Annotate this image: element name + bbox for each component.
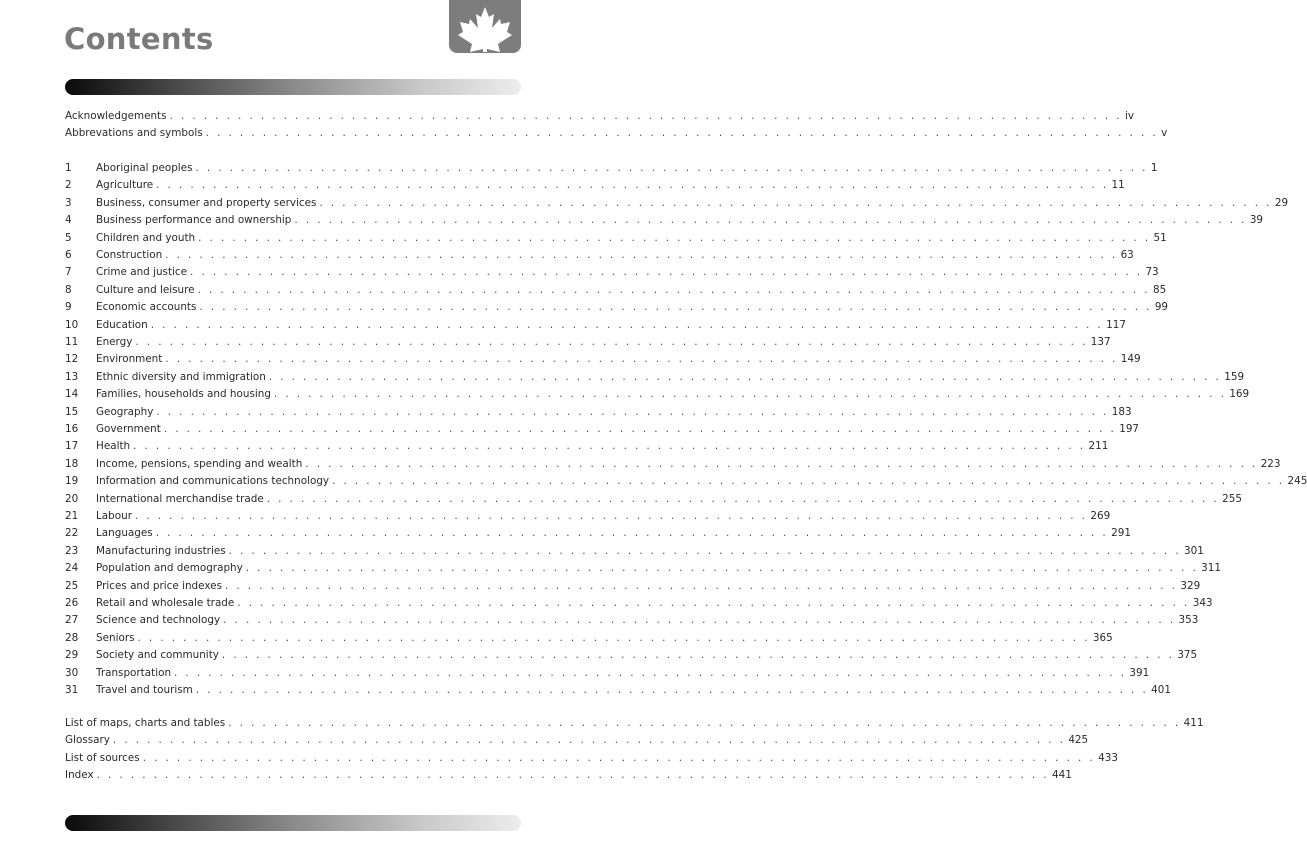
dot-leader: . . . . . . . . . . . . . . . . . . . . . . . . . . . . . . . . . . . . . . . . . . . . . . . . . . . . . . . . . . . . . . . . . . . . . . . . . . . . . . . . . . . .	[135, 336, 1088, 348]
dot-leader: . . . . . . . . . . . . . . . . . . . . . . . . . . . . . . . . . . . . . . . . . . . . . . . . . . . . . . . . . . . . . . . . . . . . . . . . . . . . . . . . . . . .	[156, 405, 1109, 418]
chapter-title: Culture and leisure	[96, 283, 195, 296]
chapter-number: 2	[65, 179, 72, 192]
toc-chapter-row[interactable]	[65, 543, 1204, 560]
chapter-page: 63	[1120, 249, 1134, 261]
toc-chapter-row[interactable]	[65, 595, 1213, 612]
dot-leader: . . . . . . . . . . . . . . . . . . . . . . . . . . . . . . . . . . . . . . . . . . . . . . . . . . . . . . . . . . . . . . . . . . . . . . . . . . . . . . . . . . . .	[332, 475, 1285, 488]
toc-chapter-row[interactable]	[65, 438, 1109, 455]
dot-leader: . . . . . . . . . . . . . . . . . . . . . . . . . . . . . . . . . . . . . . . . . . . . . . . . . . . . . . . . . . . . . . . . . . . . . . . . . . . . . . . . . . . .	[228, 717, 1181, 729]
chapter-title: Science and technology	[96, 614, 221, 627]
chapter-number: 7	[65, 266, 72, 279]
dot-leader: . . . . . . . . . . . . . . . . . . . . . . . . . . . . . . . . . . . . . . . . . . . . . . . . . . . . . . . . . . . . . . . . . . . . . . . . . . . . . . . . . . . .	[273, 388, 1227, 401]
toc-chapter-row[interactable]	[65, 160, 1158, 177]
chapter-page: 11	[1111, 179, 1125, 192]
chapter-page: 391	[1129, 666, 1150, 679]
dot-leader: . . . . . . . . . . . . . . . . . . . . . . . . . . . . . . . . . . . . . . . . . . . . . . . . . . . . . . . . . . . . . . . . . . . . . . . . . . . . . . . . . . . .	[198, 231, 1151, 244]
chapter-title: Environment	[96, 353, 163, 366]
chapter-page: 99	[1154, 301, 1169, 314]
dot-leader: . . . . . . . . . . . . . . . . . . . . . . . . . . . . . . . . . . . . . . . . . . . . . . . . . . . . . . . . . . . . . . . . . . . . . . . . . . . . . . . . . . . .	[112, 734, 1066, 747]
chapter-number: 5	[65, 231, 72, 244]
dot-leader: . . . . . . . . . . . . . . . . . . . . . . . . . . . . . . . . . . . . . . . . . . . . . . . . . . . . . . . . . . . . . . . . . . . . . . . . . . . . . . . . . . . .	[245, 562, 1199, 575]
chapter-title: Crime and justice	[96, 266, 188, 279]
dot-leader: . . . . . . . . . . . . . . . . . . . . . . . . . . . . . . . . . . . . . . . . . . . . . . . . . . . . . . . . . . . . . . . . . . . . . . . . . . . . . . . . . . . .	[294, 214, 1247, 227]
chapter-page: 353	[1178, 614, 1199, 627]
dot-leader: . . . . . . . . . . . . . . . . . . . . . . . . . . . . . . . . . . . . . . . . . . . . . . . . . . . . . . . . . . . . . . . . . . . . . . . . . . . . . . . . . . . .	[319, 196, 1272, 209]
chapter-title: Society and community	[96, 649, 219, 662]
dot-leader: . . . . . . . . . . . . . . . . . . . . . . . . . . . . . . . . . . . . . . . . . . . . . . . . . . . . . . . . . . . . . . . . . . . . . . . . . . . . . . . . . . . .	[266, 492, 1220, 505]
toc-chapter-row[interactable]	[65, 351, 1141, 368]
chapter-page: 343	[1192, 597, 1213, 609]
chapter-title: Government	[96, 423, 161, 435]
chapter-number: 14	[65, 388, 79, 401]
chapter-number: 13	[65, 370, 79, 383]
dot-leader: . . . . . . . . . . . . . . . . . . . . . . . . . . . . . . . . . . . . . . . . . . . . . . . . . . . . . . . . . . . . . . . . . . . . . . . . . . . . . . . . . . . .	[174, 666, 1127, 679]
header-tab	[449, 0, 521, 53]
toc-entry-label: List of maps, charts and tables	[65, 717, 226, 729]
toc-chapter-row[interactable]	[65, 421, 1140, 438]
toc-entry-page: 441	[1052, 768, 1072, 781]
dot-leader: . . . . . . . . . . . . . . . . . . . . . . . . . . . . . . . . . . . . . . . . . . . . . . . . . . . . . . . . . . . . . . . . . . . . . . . . . . . . . . . . . . . .	[156, 179, 1109, 192]
dot-leader: . . . . . . . . . . . . . . . . . . . . . . . . . . . . . . . . . . . . . . . . . . . . . . . . . . . . . . . . . . . . . . . . . . . . . . . . . . . . . . . . . . . .	[150, 318, 1104, 331]
chapter-page: 211	[1088, 440, 1109, 453]
chapter-title: Labour	[96, 510, 132, 522]
toc-entry-acknowledgements[interactable]	[65, 108, 1134, 125]
toc-chapter-row[interactable]	[65, 299, 1169, 316]
toc-entry-list-of-sources[interactable]	[65, 750, 1118, 767]
dot-leader: . . . . . . . . . . . . . . . . . . . . . . . . . . . . . . . . . . . . . . . . . . . . . . . . . . . . . . . . . . . . . . . . . . . . . . . . . . . . . . . . . . . .	[96, 768, 1049, 781]
chapter-number: 20	[65, 492, 79, 505]
dot-leader: . . . . . . . . . . . . . . . . . . . . . . . . . . . . . . . . . . . . . . . . . . . . . . . . . . . . . . . . . . . . . . . . . . . . . . . . . . . . . . . . . . . .	[134, 510, 1088, 522]
chapter-title: Manufacturing industries	[96, 544, 226, 557]
toc-entry-label: Glossary	[65, 734, 110, 747]
chapter-title: Population and demography	[96, 562, 243, 575]
toc-entry-label: Abbrevations and symbols	[65, 127, 203, 139]
chapter-page: 291	[1111, 527, 1131, 540]
chapter-page: 117	[1106, 318, 1126, 331]
chapter-page: 311	[1201, 562, 1222, 575]
toc-chapter-row[interactable]	[65, 473, 1307, 490]
dot-leader: . . . . . . . . . . . . . . . . . . . . . . . . . . . . . . . . . . . . . . . . . . . . . . . . . . . . . . . . . . . . . . . . . . . . . . . . . . . . . . . . . . . .	[197, 283, 1150, 296]
toc-chapter-row[interactable]	[65, 456, 1281, 473]
toc-chapter-row[interactable]	[65, 247, 1134, 264]
chapter-number: 31	[65, 684, 79, 696]
chapter-title: Construction	[96, 249, 163, 261]
dot-leader: . . . . . . . . . . . . . . . . . . . . . . . . . . . . . . . . . . . . . . . . . . . . . . . . . . . . . . . . . . . . . . . . . . . . . . . . . . . . . . . . . . . .	[237, 597, 1190, 609]
chapter-page: 159	[1224, 370, 1245, 383]
toc-chapter-row[interactable]	[65, 404, 1132, 421]
chapter-page: 365	[1092, 631, 1113, 644]
toc-chapter-row[interactable]	[65, 682, 1171, 699]
chapter-number: 21	[65, 510, 79, 522]
dot-leader: . . . . . . . . . . . . . . . . . . . . . . . . . . . . . . . . . . . . . . . . . . . . . . . . . . . . . . . . . . . . . . . . . . . . . . . . . . . . . . . . . . . .	[221, 649, 1175, 662]
toc-entry-index[interactable]	[65, 767, 1072, 784]
chapter-title: Retail and wholesale trade	[96, 597, 235, 609]
toc-chapter-row[interactable]	[65, 177, 1125, 194]
chapter-page: 375	[1177, 649, 1198, 662]
chapter-page: 329	[1180, 579, 1201, 592]
toc-chapter-row[interactable]	[65, 560, 1222, 577]
toc-entry-page: 433	[1098, 751, 1118, 764]
chapter-title: Health	[96, 440, 131, 453]
toc-entry-page: v	[1161, 127, 1168, 139]
chapter-page: 183	[1111, 405, 1132, 418]
dot-leader: . . . . . . . . . . . . . . . . . . . . . . . . . . . . . . . . . . . . . . . . . . . . . . . . . . . . . . . . . . . . . . . . . . . . . . . . . . . . . . . . . . . .	[268, 370, 1222, 383]
chapter-title: International merchandise trade	[96, 492, 264, 505]
chapter-title: Seniors	[96, 631, 135, 644]
dot-leader: . . . . . . . . . . . . . . . . . . . . . . . . . . . . . . . . . . . . . . . . . . . . . . . . . . . . . . . . . . . . . . . . . . . . . . . . . . . . . . . . . . . .	[195, 684, 1149, 696]
toc-entry-label: Index	[65, 768, 94, 781]
chapter-number: 1	[65, 162, 72, 174]
dot-leader: . . . . . . . . . . . . . . . . . . . . . . . . . . . . . . . . . . . . . . . . . . . . . . . . . . . . . . . . . . . . . . . . . . . . . . . . . . . . . . . . . . . .	[199, 301, 1152, 314]
chapter-number: 4	[65, 214, 72, 227]
chapter-title: Aboriginal peoples	[96, 162, 193, 174]
chapter-number: 26	[65, 597, 79, 609]
chapter-number: 9	[65, 301, 72, 314]
chapter-number: 3	[65, 196, 72, 209]
chapter-title: Education	[96, 318, 148, 331]
chapter-title: Ethnic diversity and immigration	[96, 370, 266, 383]
toc-entry-label: List of sources	[65, 751, 140, 764]
chapter-title: Families, households and housing	[96, 388, 271, 401]
toc-entry-list-of-maps[interactable]	[65, 715, 1204, 732]
chapter-number: 27	[65, 614, 79, 627]
toc-chapter-row[interactable]	[65, 195, 1289, 212]
chapter-title: Agriculture	[96, 179, 154, 192]
chapter-page: 137	[1090, 336, 1111, 348]
toc-chapter-row[interactable]	[65, 212, 1264, 229]
chapter-number: 28	[65, 631, 79, 644]
chapter-title: Geography	[96, 405, 154, 418]
chapter-number: 25	[65, 579, 79, 592]
toc-entry-label: Acknowledgements	[65, 110, 167, 122]
chapter-page: 401	[1151, 684, 1171, 696]
dot-leader: . . . . . . . . . . . . . . . . . . . . . . . . . . . . . . . . . . . . . . . . . . . . . . . . . . . . . . . . . . . . . . . . . . . . . . . . . . . . . . . . . . . .	[165, 353, 1118, 366]
dot-leader: . . . . . . . . . . . . . . . . . . . . . . . . . . . . . . . . . . . . . . . . . . . . . . . . . . . . . . . . . . . . . . . . . . . . . . . . . . . . . . . . . . . .	[155, 527, 1109, 540]
chapter-number: 15	[65, 405, 79, 418]
dot-leader: . . . . . . . . . . . . . . . . . . . . . . . . . . . . . . . . . . . . . . . . . . . . . . . . . . . . . . . . . . . . . . . . . . . . . . . . . . . . . . . . . . . .	[165, 249, 1118, 261]
chapter-page: 245	[1287, 475, 1307, 488]
chapter-page: 85	[1152, 283, 1167, 296]
dot-leader: . . . . . . . . . . . . . . . . . . . . . . . . . . . . . . . . . . . . . . . . . . . . . . . . . . . . . . . . . . . . . . . . . . . . . . . . . . . . . . . . . . . .	[305, 457, 1258, 470]
chapter-number: 17	[65, 440, 79, 453]
toc-chapter-row[interactable]	[65, 525, 1131, 542]
dot-leader: . . . . . . . . . . . . . . . . . . . . . . . . . . . . . . . . . . . . . . . . . . . . . . . . . . . . . . . . . . . . . . . . . . . . . . . . . . . . . . . . . . . .	[205, 127, 1159, 139]
chapter-number: 8	[65, 283, 72, 296]
toc-chapter-row[interactable]	[65, 612, 1199, 629]
bottom-gradient-bar	[65, 815, 521, 831]
toc-chapter-row[interactable]	[65, 369, 1245, 386]
dot-leader: . . . . . . . . . . . . . . . . . . . . . . . . . . . . . . . . . . . . . . . . . . . . . . . . . . . . . . . . . . . . . . . . . . . . . . . . . . . . . . . . . . . .	[195, 162, 1148, 174]
dot-leader: . . . . . . . . . . . . . . . . . . . . . . . . . . . . . . . . . . . . . . . . . . . . . . . . . . . . . . . . . . . . . . . . . . . . . . . . . . . . . . . . . . . .	[223, 614, 1176, 627]
chapter-title: Energy	[96, 336, 133, 348]
toc-entry-abbreviations[interactable]	[65, 125, 1168, 142]
toc-chapter-row[interactable]	[65, 630, 1113, 647]
toc-chapter-row[interactable]	[65, 317, 1126, 334]
chapter-title: Business performance and ownership	[96, 214, 292, 227]
chapter-page: 269	[1090, 510, 1111, 522]
dot-leader: . . . . . . . . . . . . . . . . . . . . . . . . . . . . . . . . . . . . . . . . . . . . . . . . . . . . . . . . . . . . . . . . . . . . . . . . . . . . . . . . . . . .	[133, 440, 1086, 453]
chapter-number: 23	[65, 544, 79, 557]
dot-leader: . . . . . . . . . . . . . . . . . . . . . . . . . . . . . . . . . . . . . . . . . . . . . . . . . . . . . . . . . . . . . . . . . . . . . . . . . . . . . . . . . . . .	[142, 751, 1096, 764]
chapter-page: 149	[1120, 353, 1141, 366]
toc-chapter-row[interactable]	[65, 578, 1201, 595]
chapter-number: 24	[65, 562, 79, 575]
chapter-title: Information and communications technology	[96, 475, 330, 488]
chapter-page: 301	[1184, 544, 1204, 557]
toc-chapter-row[interactable]	[65, 230, 1167, 247]
dot-leader: . . . . . . . . . . . . . . . . . . . . . . . . . . . . . . . . . . . . . . . . . . . . . . . . . . . . . . . . . . . . . . . . . . . . . . . . . . . . . . . . . . . .	[228, 544, 1182, 557]
chapter-title: Languages	[96, 527, 153, 540]
dot-leader: . . . . . . . . . . . . . . . . . . . . . . . . . . . . . . . . . . . . . . . . . . . . . . . . . . . . . . . . . . . . . . . . . . . . . . . . . . . . . . . . . . . .	[163, 423, 1117, 435]
top-gradient-bar	[65, 79, 521, 95]
dot-leader: . . . . . . . . . . . . . . . . . . . . . . . . . . . . . . . . . . . . . . . . . . . . . . . . . . . . . . . . . . . . . . . . . . . . . . . . . . . . . . . . . . . .	[225, 579, 1178, 592]
chapter-page: 73	[1145, 266, 1159, 279]
chapter-number: 30	[65, 666, 79, 679]
chapter-title: Economic accounts	[96, 301, 197, 314]
chapter-page: 29	[1274, 196, 1289, 209]
chapter-number: 11	[65, 336, 79, 348]
chapter-number: 18	[65, 457, 79, 470]
chapter-number: 16	[65, 423, 79, 435]
toc-chapter-row[interactable]	[65, 508, 1111, 525]
chapter-title: Business, consumer and property services	[96, 196, 317, 209]
toc-chapter-row[interactable]	[65, 386, 1250, 403]
toc-chapter-row[interactable]	[65, 647, 1198, 664]
dot-leader: . . . . . . . . . . . . . . . . . . . . . . . . . . . . . . . . . . . . . . . . . . . . . . . . . . . . . . . . . . . . . . . . . . . . . . . . . . . . . . . . . . . .	[137, 631, 1090, 644]
chapter-page: 51	[1153, 231, 1167, 244]
chapter-page: 255	[1222, 492, 1242, 505]
chapter-page: 197	[1119, 423, 1140, 435]
chapter-number: 6	[65, 249, 72, 261]
page-title: Contents	[64, 22, 214, 56]
chapter-number: 29	[65, 649, 79, 662]
chapter-number: 12	[65, 353, 79, 366]
toc-chapter-row[interactable]	[65, 264, 1159, 281]
chapter-title: Transportation	[96, 666, 172, 679]
toc-chapter-row[interactable]	[65, 491, 1242, 508]
chapter-title: Travel and tourism	[96, 684, 193, 696]
chapter-page: 169	[1229, 388, 1250, 401]
chapter-number: 22	[65, 527, 79, 540]
chapter-title: Income, pensions, spending and wealth	[96, 457, 303, 470]
chapter-number: 19	[65, 475, 79, 488]
toc-chapter-row[interactable]	[65, 665, 1150, 682]
toc-chapter-row[interactable]	[65, 334, 1111, 351]
toc-entry-glossary[interactable]	[65, 732, 1089, 749]
toc-entry-page: 411	[1183, 717, 1204, 729]
dot-leader: . . . . . . . . . . . . . . . . . . . . . . . . . . . . . . . . . . . . . . . . . . . . . . . . . . . . . . . . . . . . . . . . . . . . . . . . . . . . . . . . . . . .	[190, 266, 1143, 279]
chapter-title: Children and youth	[96, 231, 196, 244]
chapter-page: 223	[1260, 457, 1281, 470]
chapter-number: 10	[65, 318, 79, 331]
chapter-title: Prices and price indexes	[96, 579, 222, 592]
toc-entry-page: iv	[1124, 110, 1134, 122]
chapter-page: 39	[1249, 214, 1264, 227]
toc-entry-page: 425	[1068, 734, 1089, 747]
chapter-page: 1	[1150, 162, 1158, 174]
dot-leader: . . . . . . . . . . . . . . . . . . . . . . . . . . . . . . . . . . . . . . . . . . . . . . . . . . . . . . . . . . . . . . . . . . . . . . . . . . . . . . . . . . . .	[169, 110, 1122, 122]
maple-leaf-icon	[454, 6, 516, 52]
toc-chapter-row[interactable]	[65, 282, 1167, 299]
